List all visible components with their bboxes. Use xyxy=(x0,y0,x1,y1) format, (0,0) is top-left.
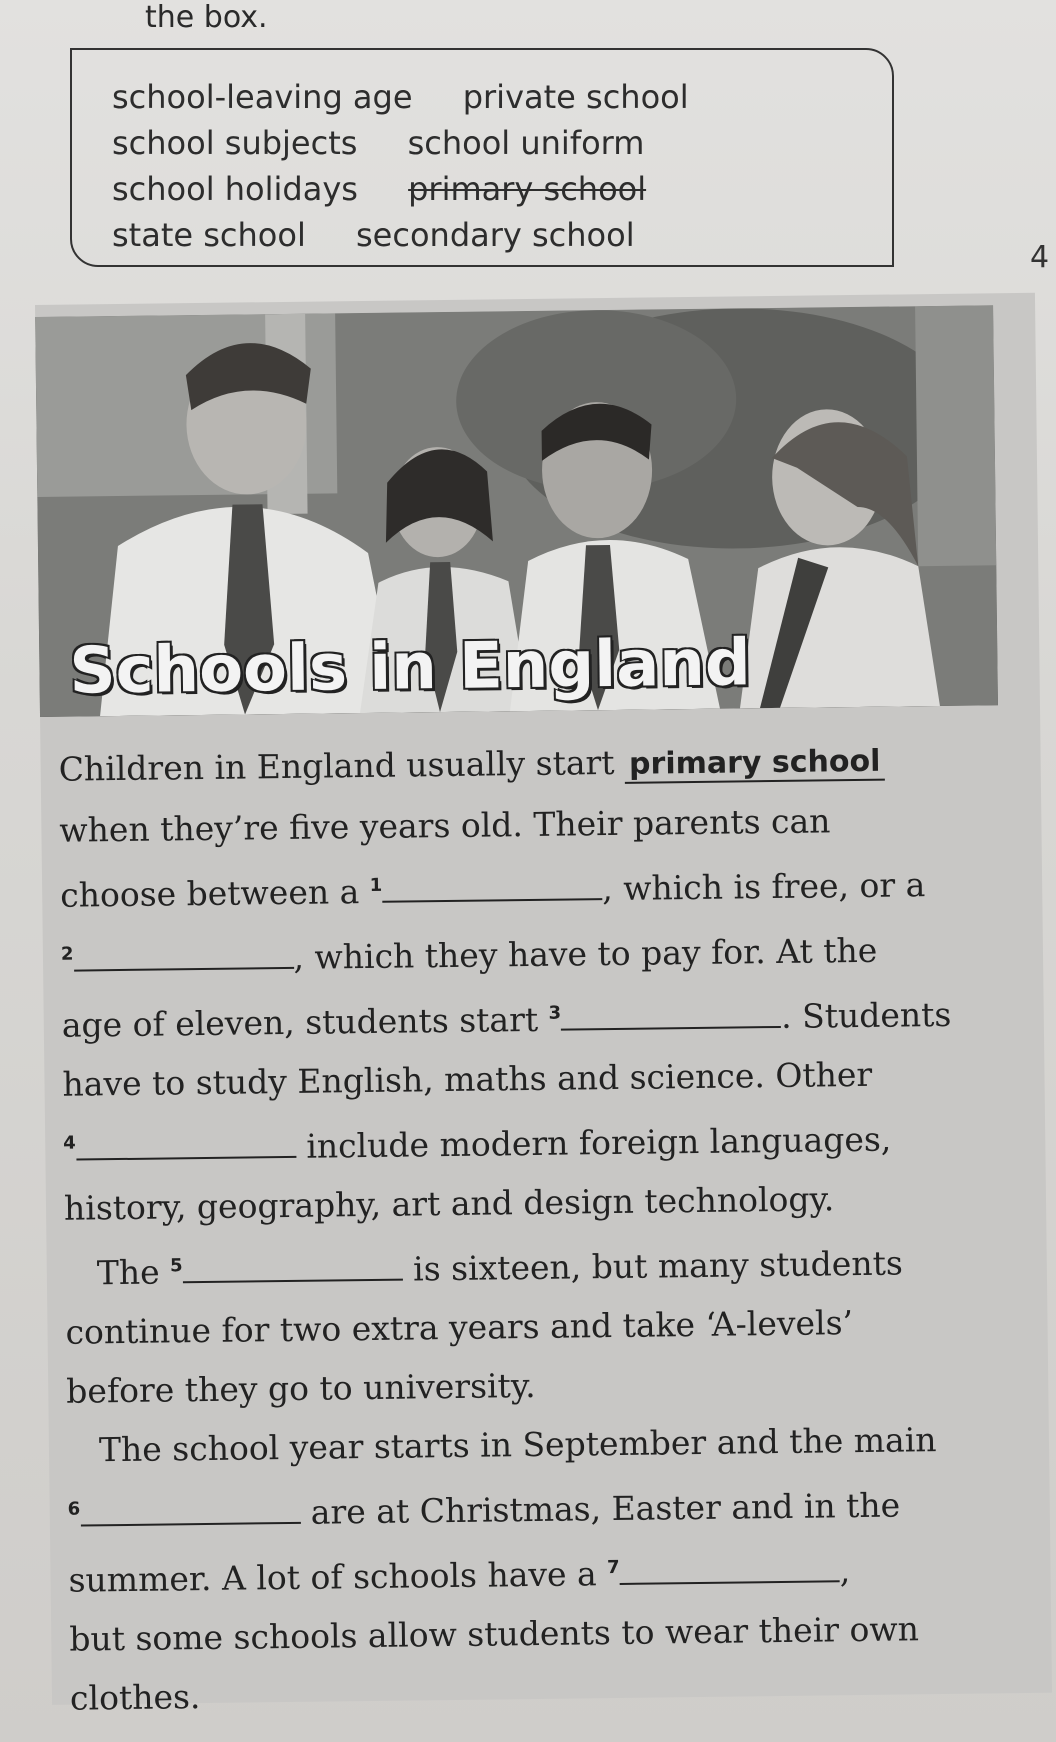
text-segment: history, geography, art and design technology. xyxy=(63,1179,835,1228)
text-segment: , which is free, or a xyxy=(602,865,926,909)
word-item: school uniform xyxy=(407,124,645,162)
gap-2-blank[interactable] xyxy=(73,937,293,972)
gap-number-3: 3 xyxy=(548,1002,562,1024)
intro-text: the box. xyxy=(145,0,268,35)
text-segment: are at Christmas, Easter and in the xyxy=(300,1485,901,1532)
word-box xyxy=(70,48,894,267)
text-segment: . Students xyxy=(780,994,952,1036)
word-item: school subjects xyxy=(112,124,358,162)
gap-1-blank[interactable] xyxy=(382,868,602,903)
word-item: private school xyxy=(462,78,689,116)
text-segment: The xyxy=(96,1252,171,1293)
article-title: Schools in England xyxy=(69,626,752,709)
gap-number-2: 2 xyxy=(60,943,74,965)
paragraph-1 xyxy=(58,728,994,1237)
gap-number-5: 5 xyxy=(169,1255,183,1277)
paragraph-3-cont xyxy=(67,1468,1000,1727)
gap-number-6: 6 xyxy=(67,1498,81,1520)
text-segment: clothes. xyxy=(69,1677,201,1718)
gap-7-blank[interactable] xyxy=(619,1550,839,1585)
students-photo xyxy=(35,305,998,717)
gap-number-4: 4 xyxy=(63,1132,76,1154)
word-row-2 xyxy=(112,124,644,162)
text-segment: choose between a xyxy=(59,871,370,915)
text-segment: , which they have to pay for. At the xyxy=(293,930,878,977)
paragraph-2 xyxy=(64,1226,995,1302)
article xyxy=(35,293,1052,1718)
gap-6-blank[interactable] xyxy=(80,1492,300,1527)
word-item: secondary school xyxy=(356,216,635,254)
edge-mark: 4 xyxy=(1030,240,1050,275)
text-segment: have to study English, maths and science. Other xyxy=(62,1054,873,1104)
text-segment: The school year starts in September and the main xyxy=(98,1420,937,1470)
paragraph-2-cont xyxy=(65,1291,996,1420)
text-segment: Children in England usually start xyxy=(58,742,626,789)
gap-3-blank[interactable] xyxy=(561,996,781,1031)
word-item: school holidays xyxy=(112,170,358,208)
word-item-used: primary school xyxy=(408,170,647,208)
gap-4-blank[interactable] xyxy=(76,1126,296,1161)
text-segment: when they’re five years old. Their parents can xyxy=(59,801,831,850)
text-segment: but some schools allow students to wear their own xyxy=(69,1609,920,1659)
answer-example: primary school xyxy=(625,744,885,784)
word-row-3 xyxy=(112,170,646,208)
text-segment: include modern foreign languages, xyxy=(295,1119,892,1166)
word-item: school-leaving age xyxy=(112,78,413,116)
word-item: state school xyxy=(112,216,306,254)
text-segment: summer. A lot of schools have a xyxy=(68,1554,608,1600)
word-row-1 xyxy=(112,78,689,116)
gap-number-1: 1 xyxy=(369,874,383,896)
text-segment: before they go to university. xyxy=(66,1365,536,1411)
text-segment: , xyxy=(839,1551,851,1591)
text-segment: continue for two extra years and take ‘A-levels’ xyxy=(65,1303,854,1352)
text-segment: age of eleven, students start xyxy=(61,999,549,1045)
article-text xyxy=(58,728,1000,1727)
word-row-4 xyxy=(112,216,635,254)
text-segment: is sixteen, but many students xyxy=(402,1243,903,1289)
gap-5-blank[interactable] xyxy=(182,1249,402,1284)
gap-number-7: 7 xyxy=(606,1556,620,1579)
